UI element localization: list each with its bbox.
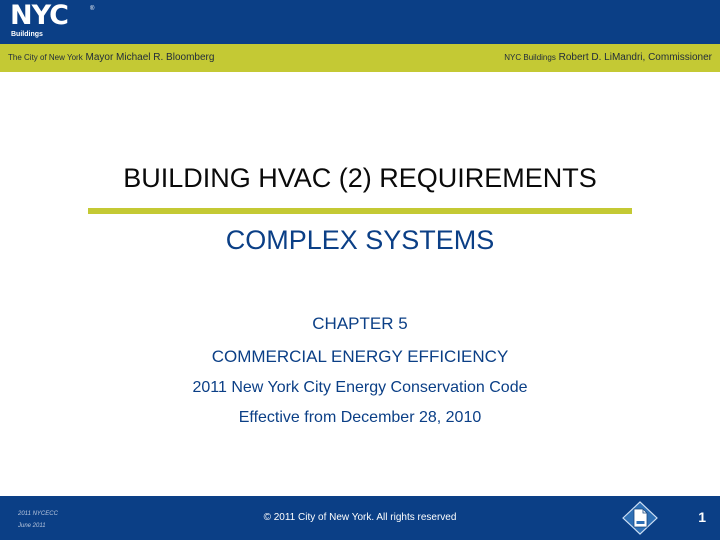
commissioner-credit xyxy=(504,52,712,63)
department-label: NYC Buildings xyxy=(504,53,556,62)
slide-subtitle: COMPLEX SYSTEMS xyxy=(225,225,495,255)
document-icon[interactable] xyxy=(620,499,660,537)
mayor-name: Mayor Michael R. Bloomberg xyxy=(85,52,215,63)
mayor-credit xyxy=(8,52,214,63)
chapter-label: CHAPTER 5 xyxy=(312,314,408,333)
effective-date: Effective from December 28, 2010 xyxy=(238,409,482,426)
chapter-title: COMMERCIAL ENERGY EFFICIENCY xyxy=(211,347,509,366)
code-name: 2011 New York City Energy Conservation Code xyxy=(192,379,528,396)
registered-mark: ® xyxy=(90,6,95,12)
logo-subtext: Buildings xyxy=(11,31,43,38)
city-label: The City of New York xyxy=(8,53,83,62)
logo-text: NYC xyxy=(10,0,69,31)
copyright-notice: © 2011 City of New York. All rights reserved xyxy=(263,512,457,523)
commissioner-name: Robert D. LiMandri, Commissioner xyxy=(558,52,712,63)
header-info-bar xyxy=(0,44,720,72)
title-underline xyxy=(88,208,632,214)
nyc-buildings-logo xyxy=(10,0,95,40)
slide-title: BUILDING HVAC (2) REQUIREMENTS xyxy=(123,163,597,193)
header-banner xyxy=(0,0,720,44)
page-number: 1 xyxy=(698,509,706,525)
edition-code: 2011 NYCECC xyxy=(18,511,58,517)
edition-date: June 2011 xyxy=(18,523,46,529)
